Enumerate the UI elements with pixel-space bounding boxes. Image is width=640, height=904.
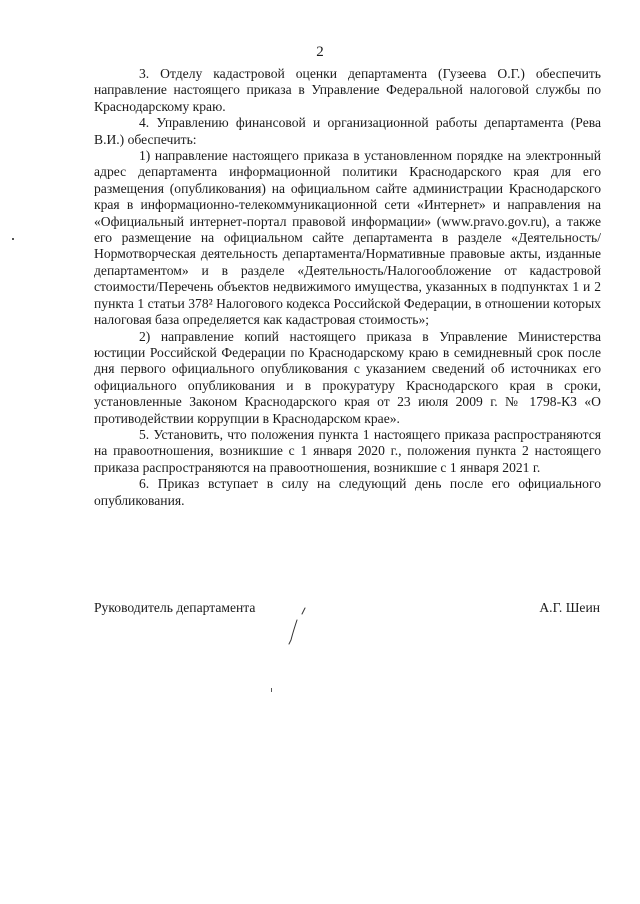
paragraph-4-finance-department: 4. Управлению финансовой и организационной работы департамента (Рева В.И.) обеспечить:: [94, 115, 601, 147]
document-body: [94, 66, 601, 509]
signature-title: Руководитель департамента: [94, 600, 256, 615]
scan-artifact: [271, 688, 272, 692]
paragraph-5-effective-scope: 5. Установить, что положения пункта 1 настоящего приказа распространяются на правоотношения, возникшие с 1 января 2020 г., положения пункта 2 настоящего приказа распространяются на правоотношения, возникшие с 1 января 2021 г.: [94, 426, 601, 475]
paragraph-6-entry-into-force: 6. Приказ вступает в силу на следующий день после его официального опубликования.: [94, 476, 601, 508]
scan-artifact: [12, 238, 14, 240]
paragraph-3-assessment-department: 3. Отделу кадастровой оценки департамента (Гузеева О.Г.) обеспечить направление настоящего приказа в Управление Федеральной налоговой службы по Краснодарскому краю.: [94, 66, 601, 114]
handwritten-signature-stroke: [283, 606, 313, 646]
signature-name: А.Г. Шеин: [539, 600, 600, 615]
subparagraph-1-publication: 1) направление настоящего приказа в установленном порядке на электронный адрес департамента информационной политики Краснодарского края для его размещения (опубликования) на официальном сайте администрации Краснодарского края в информационно-телекоммуникационной сети «Интернет» и направления на «Официальный интернет-портал правовой информации» (www.pravo.gov.ru), а также его размещение на официальном сайте департамента в разделе «Деятельность/Нормотворческая деятельность департамента/Нормативные правовые акты, изданные департаментом» и в разделе «Деятельность/Налогообложение от кадастровой стоимости/Перечень объектов недвижимого имущества, указанных в подпунктах 1 и 2 пункта 1 статьи 378² Налогового кодекса Российской Федерации, в отношении которых налоговая база определяется как кадастровая стоимость»;: [94, 148, 601, 328]
subparagraph-2-ministry-of-justice: 2) направление копий настоящего приказа в Управление Министерства юстиции Российской Федерации по Краснодарскому краю в семидневный срок после дня первого официального опубликования с указанием сведений об источниках его официального опубликования и в прокуратуру Краснодарского края в сроки, установленные Законом Краснодарского края от 23 июля 2009 г. № 1798-КЗ «О противодействии коррупции в Краснодарском крае».: [94, 328, 601, 426]
page-number: 2: [316, 44, 324, 60]
